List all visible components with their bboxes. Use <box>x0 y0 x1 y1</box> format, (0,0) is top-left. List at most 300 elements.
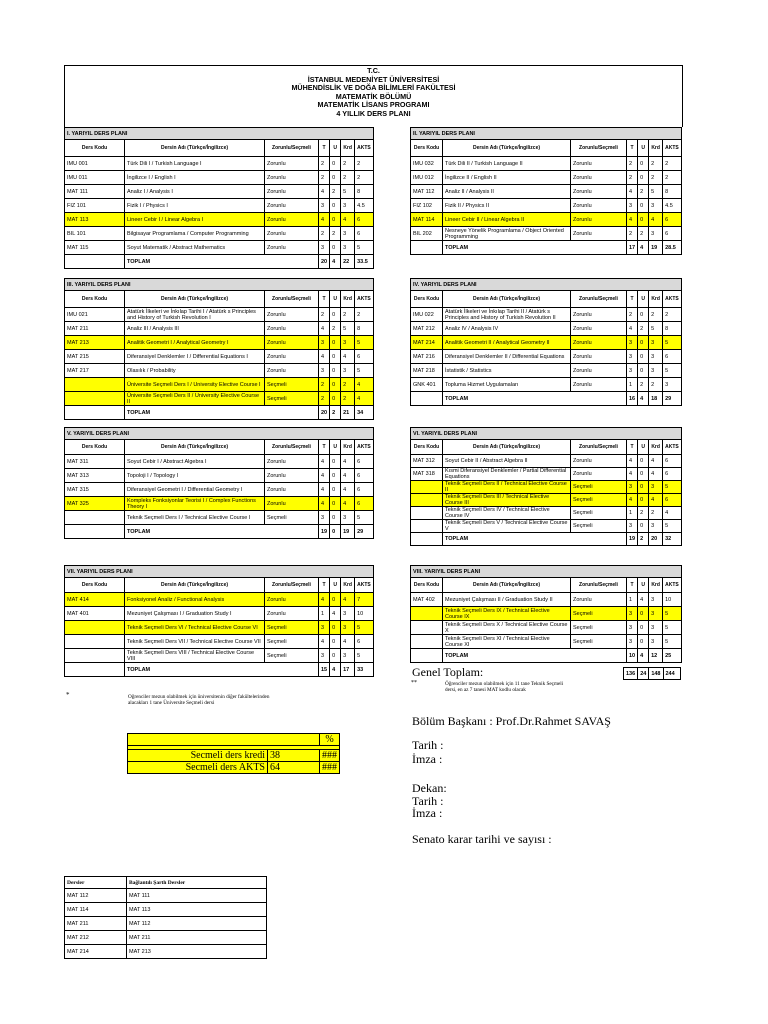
course-t: 3 <box>319 199 330 213</box>
total-t: 17 <box>627 241 638 255</box>
department-head: Bölüm Başkanı : Prof.Dr.Rahmet SAVAŞ <box>412 714 611 728</box>
course-akts: 6 <box>663 455 682 468</box>
course-t: 4 <box>627 494 638 507</box>
total-label: TOPLAM <box>125 255 319 269</box>
course-name: İngilizce II / English II <box>443 171 571 185</box>
col-header-type: Zorunlu/Seçmeli <box>571 291 627 308</box>
prereq-requirement: MAT 211 <box>127 931 267 945</box>
course-name: Teknik Seçmeli Ders IX / Technical Elective Course IX <box>443 607 571 621</box>
total-akts: 33 <box>355 663 374 677</box>
total-blank <box>65 255 125 269</box>
course-krd: 4 <box>649 494 663 507</box>
course-row <box>65 227 374 241</box>
total-row <box>65 663 374 677</box>
semester-title: VII. YARIYIL DERS PLANI <box>65 566 374 578</box>
course-row <box>411 171 682 185</box>
course-akts: 4.5 <box>355 199 374 213</box>
course-code: MAT 114 <box>411 213 443 227</box>
course-code <box>411 481 443 494</box>
course-row <box>65 649 374 663</box>
course-t: 4 <box>319 350 330 364</box>
course-name: Diferansiyel Geometri I / Differential Geometry I <box>125 483 265 497</box>
course-row <box>411 213 682 227</box>
course-row <box>411 322 682 336</box>
course-type: Zorunlu <box>265 199 319 213</box>
col-header-type: Zorunlu/Seçmeli <box>265 440 319 455</box>
course-t: 4 <box>627 185 638 199</box>
col-header-akts: AKTS <box>663 140 682 157</box>
course-type: Zorunlu <box>571 468 627 481</box>
course-t: 4 <box>319 213 330 227</box>
course-code: MAT 311 <box>65 455 125 469</box>
course-row <box>65 455 374 469</box>
total-row <box>65 406 374 420</box>
semester-table <box>64 427 374 539</box>
course-krd: 2 <box>341 171 355 185</box>
course-row <box>411 199 682 213</box>
course-name: Mezuniyet Çalışması I / Graduation Study I <box>125 607 265 621</box>
course-u: 0 <box>330 497 341 511</box>
course-akts: 10 <box>355 607 374 621</box>
total-row <box>411 241 682 255</box>
col-header-name: Dersin Adı (Türkçe/İngilizce) <box>443 140 571 157</box>
course-krd: 2 <box>649 378 663 392</box>
course-type: Zorunlu <box>265 455 319 469</box>
course-code: BIL 101 <box>65 227 125 241</box>
course-type: Seçmeli <box>265 649 319 663</box>
total-blank <box>65 406 125 420</box>
course-code: IMU 021 <box>65 308 125 322</box>
course-name: Nesneye Yönelik Programlama / Object Oriented Programming <box>443 227 571 241</box>
course-type: Zorunlu <box>571 199 627 213</box>
course-code: MAT 211 <box>65 322 125 336</box>
course-type: Seçmeli <box>571 494 627 507</box>
total-u: 2 <box>638 533 649 546</box>
course-code <box>65 378 125 392</box>
course-u: 0 <box>638 171 649 185</box>
course-u: 0 <box>638 468 649 481</box>
course-code <box>65 511 125 525</box>
col-header-t: T <box>319 291 330 308</box>
semester-table <box>64 565 374 677</box>
course-krd: 4 <box>341 350 355 364</box>
course-row <box>411 227 682 241</box>
course-akts: 5 <box>663 481 682 494</box>
col-header-krd: Krd <box>649 140 663 157</box>
total-row <box>411 649 682 663</box>
course-code <box>411 494 443 507</box>
course-type: Zorunlu <box>571 364 627 378</box>
course-akts: 5 <box>663 607 682 621</box>
course-akts: 6 <box>355 469 374 483</box>
col-header-akts: AKTS <box>663 440 682 455</box>
course-u: 0 <box>638 350 649 364</box>
course-u: 0 <box>330 511 341 525</box>
course-type: Zorunlu <box>571 593 627 607</box>
col-header-name: Dersin Adı (Türkçe/İngilizce) <box>125 291 265 308</box>
date-label: Tarih : <box>412 738 444 752</box>
course-krd: 4 <box>341 469 355 483</box>
course-code: FIZ 102 <box>411 199 443 213</box>
semester-table <box>410 127 682 255</box>
course-krd: 3 <box>649 336 663 350</box>
course-akts: 5 <box>355 336 374 350</box>
col-header-u: U <box>638 440 649 455</box>
prereq-requirement: MAT 111 <box>127 889 267 903</box>
course-code: MAT 402 <box>411 593 443 607</box>
course-type: Seçmeli <box>265 378 319 392</box>
col-header-u: U <box>330 440 341 455</box>
course-code: MAT 401 <box>65 607 125 621</box>
course-akts: 6 <box>663 227 682 241</box>
course-code: MAT 216 <box>411 350 443 364</box>
course-akts: 4 <box>355 378 374 392</box>
col-header-type: Zorunlu/Seçmeli <box>265 140 319 157</box>
course-t: 4 <box>627 468 638 481</box>
course-t: 3 <box>627 350 638 364</box>
course-akts: 2 <box>355 308 374 322</box>
course-type: Seçmeli <box>265 621 319 635</box>
course-type: Zorunlu <box>265 227 319 241</box>
course-row <box>411 336 682 350</box>
course-name: Teknik Seçmeli Ders III / Technical Elective Course III <box>443 494 571 507</box>
course-type: Zorunlu <box>265 157 319 171</box>
course-type: Seçmeli <box>571 507 627 520</box>
course-name: Teknik Seçmeli Ders V / Technical Elective Course V <box>443 520 571 533</box>
col-header-t: T <box>627 291 638 308</box>
course-akts: 6 <box>355 455 374 469</box>
course-row <box>65 593 374 607</box>
col-header-krd: Krd <box>649 291 663 308</box>
course-u: 0 <box>330 483 341 497</box>
course-code: MAT 218 <box>411 364 443 378</box>
course-code <box>411 520 443 533</box>
course-u: 0 <box>330 621 341 635</box>
total-blank <box>65 525 125 539</box>
semester-table <box>410 565 682 663</box>
course-akts: 5 <box>355 621 374 635</box>
semester-table <box>410 427 682 546</box>
course-t: 4 <box>319 185 330 199</box>
total-blank <box>411 533 443 546</box>
course-code: MAT 214 <box>411 336 443 350</box>
course-name: Topluma Hizmet Uygulamaları <box>443 378 571 392</box>
course-type: Zorunlu <box>571 350 627 364</box>
course-akts: 4 <box>355 392 374 406</box>
course-row <box>65 392 374 406</box>
course-name: İngilizce I / English I <box>125 171 265 185</box>
course-type: Zorunlu <box>265 497 319 511</box>
course-krd: 3 <box>649 199 663 213</box>
col-header-type: Zorunlu/Seçmeli <box>265 291 319 308</box>
course-name: Üniversite Seçmeli Ders II / University Elective Course II <box>125 392 265 406</box>
course-name: Teknik Seçmeli Ders VIII / Technical Elective Course VIII <box>125 649 265 663</box>
course-name: Teknik Seçmeli Ders XI / Technical Elective Course XI <box>443 635 571 649</box>
prereq-requirement: MAT 113 <box>127 903 267 917</box>
total-t: 16 <box>627 392 638 406</box>
course-code: MAT 113 <box>65 213 125 227</box>
course-t: 3 <box>319 621 330 635</box>
course-row <box>65 483 374 497</box>
course-row <box>65 241 374 255</box>
course-krd: 3 <box>649 593 663 607</box>
course-u: 0 <box>638 635 649 649</box>
course-t: 4 <box>627 455 638 468</box>
col-header-krd: Krd <box>341 140 355 157</box>
col-header-u: U <box>638 291 649 308</box>
prereq-requirement: MAT 213 <box>127 945 267 959</box>
course-type: Zorunlu <box>265 213 319 227</box>
course-row <box>411 455 682 468</box>
total-akts: 32 <box>663 533 682 546</box>
course-name: Fizik II / Physics II <box>443 199 571 213</box>
course-t: 2 <box>319 392 330 406</box>
course-row <box>411 378 682 392</box>
total-krd: 22 <box>341 255 355 269</box>
course-akts: 8 <box>355 322 374 336</box>
course-akts: 10 <box>663 593 682 607</box>
course-krd: 2 <box>341 392 355 406</box>
col-header-krd: Krd <box>649 440 663 455</box>
course-akts: 2 <box>355 171 374 185</box>
course-t: 1 <box>319 607 330 621</box>
col-header-akts: AKTS <box>355 140 374 157</box>
course-t: 2 <box>319 227 330 241</box>
course-name: Atatürk İlkeleri ve İnkılap Tarihi II / Atatürk s Principles and History of Turkish Revolution II <box>443 308 571 322</box>
total-blank <box>65 663 125 677</box>
course-krd: 3 <box>341 227 355 241</box>
course-krd: 3 <box>341 649 355 663</box>
course-t: 1 <box>627 507 638 520</box>
course-type: Zorunlu <box>571 455 627 468</box>
total-krd: 21 <box>341 406 355 420</box>
grand-total-akts: 244 <box>663 668 680 680</box>
course-akts: 5 <box>355 364 374 378</box>
course-krd: 3 <box>341 511 355 525</box>
course-name: Soyut Matematik / Abstract Mathematics <box>125 241 265 255</box>
course-name: İstatistik / Statistics <box>443 364 571 378</box>
course-krd: 3 <box>649 621 663 635</box>
course-u: 0 <box>638 308 649 322</box>
course-name: Analiz II / Analysis II <box>443 185 571 199</box>
total-u: 4 <box>638 649 649 663</box>
col-header-akts: AKTS <box>663 578 682 593</box>
course-krd: 5 <box>649 185 663 199</box>
col-header-name: Dersin Adı (Türkçe/İngilizce) <box>125 578 265 593</box>
dean-label: Dekan: <box>412 781 447 795</box>
col-header-type: Zorunlu/Seçmeli <box>265 578 319 593</box>
course-krd: 4 <box>649 468 663 481</box>
course-row <box>411 607 682 621</box>
col-header-u: U <box>330 578 341 593</box>
course-akts: 5 <box>663 520 682 533</box>
col-header-akts: AKTS <box>663 291 682 308</box>
course-code: GNK 401 <box>411 378 443 392</box>
course-t: 4 <box>319 455 330 469</box>
course-krd: 2 <box>649 507 663 520</box>
course-row <box>65 378 374 392</box>
course-type: Zorunlu <box>571 227 627 241</box>
course-krd: 3 <box>649 607 663 621</box>
course-t: 4 <box>627 213 638 227</box>
course-code: MAT 212 <box>411 322 443 336</box>
course-krd: 4 <box>649 455 663 468</box>
course-code: IMU 011 <box>65 171 125 185</box>
course-code: MAT 318 <box>411 468 443 481</box>
col-header-name: Dersin Adı (Türkçe/İngilizce) <box>443 291 571 308</box>
grand-total-label: Genel Toplam: <box>412 665 484 679</box>
course-name: Bilgisayar Programlama / Computer Programming <box>125 227 265 241</box>
course-krd: 2 <box>341 308 355 322</box>
course-t: 2 <box>319 308 330 322</box>
course-type: Zorunlu <box>571 336 627 350</box>
course-row <box>411 507 682 520</box>
course-krd: 3 <box>341 621 355 635</box>
course-name: Lineer Cebir I / Linear Algebra I <box>125 213 265 227</box>
course-code: FIZ 101 <box>65 199 125 213</box>
course-t: 3 <box>627 336 638 350</box>
course-akts: 6 <box>663 213 682 227</box>
semester-table <box>64 127 374 269</box>
col-header-code: Ders Kodu <box>411 140 443 157</box>
course-name: Analiz I / Analysis I <box>125 185 265 199</box>
course-akts: 5 <box>663 635 682 649</box>
total-label: TOPLAM <box>443 533 627 546</box>
total-label: TOPLAM <box>125 406 319 420</box>
course-krd: 5 <box>649 322 663 336</box>
course-t: 1 <box>627 593 638 607</box>
course-name: Analitik Geometri II / Analytical Geometry II <box>443 336 571 350</box>
course-akts: 8 <box>663 322 682 336</box>
course-row <box>411 308 682 322</box>
col-header-krd: Krd <box>341 440 355 455</box>
course-krd: 4 <box>341 213 355 227</box>
course-u: 0 <box>330 336 341 350</box>
course-akts: 6 <box>663 350 682 364</box>
course-t: 2 <box>319 171 330 185</box>
course-code <box>65 392 125 406</box>
course-akts: 6 <box>355 350 374 364</box>
col-header-code: Ders Kodu <box>65 140 125 157</box>
senate-decision-label: Senato karar tarihi ve sayısı : <box>412 832 552 846</box>
elective-akts-value: 64 <box>268 762 320 774</box>
course-type: Seçmeli <box>571 481 627 494</box>
course-type: Zorunlu <box>571 185 627 199</box>
total-krd: 18 <box>649 392 663 406</box>
course-akts: 3 <box>663 378 682 392</box>
course-code: IMU 032 <box>411 157 443 171</box>
elective-credit-label: Secmeli ders kredi <box>128 750 268 762</box>
total-akts: 29 <box>663 392 682 406</box>
course-row <box>65 308 374 322</box>
total-t: 20 <box>319 406 330 420</box>
course-krd: 3 <box>649 227 663 241</box>
course-t: 3 <box>319 511 330 525</box>
course-type: Zorunlu <box>571 308 627 322</box>
course-code <box>65 649 125 663</box>
total-blank <box>411 241 443 255</box>
course-u: 4 <box>330 607 341 621</box>
course-u: 0 <box>638 199 649 213</box>
course-row <box>411 350 682 364</box>
prereq-header-course: Dersler <box>65 877 127 889</box>
total-blank <box>411 392 443 406</box>
prereq-course: MAT 114 <box>65 903 127 917</box>
col-header-t: T <box>627 140 638 157</box>
course-name: Teknik Seçmeli Ders II / Technical Elective Course II <box>443 481 571 494</box>
course-akts: 6 <box>355 635 374 649</box>
course-u: 2 <box>638 378 649 392</box>
course-code: IMU 001 <box>65 157 125 171</box>
course-u: 0 <box>638 336 649 350</box>
course-name: Teknik Seçmeli Ders I / Technical Elective Course I <box>125 511 265 525</box>
col-header-u: U <box>638 140 649 157</box>
col-header-code: Ders Kodu <box>65 578 125 593</box>
course-name: Lineer Cebir II / Linear Algebra II <box>443 213 571 227</box>
course-akts: 8 <box>355 185 374 199</box>
course-u: 0 <box>330 392 341 406</box>
footnote-university-elective: Öğrenciler mezun olabilmek için üniversitenin diğer fakültelerinden alacakları 1 tane Üniversite Seçmeli dersi <box>128 694 270 706</box>
course-t: 4 <box>319 469 330 483</box>
course-u: 0 <box>330 171 341 185</box>
course-t: 3 <box>627 607 638 621</box>
prereq-requirement: MAT 112 <box>127 917 267 931</box>
total-u: 4 <box>638 241 649 255</box>
course-code <box>65 635 125 649</box>
course-u: 0 <box>330 635 341 649</box>
course-type: Zorunlu <box>265 350 319 364</box>
course-code: MAT 213 <box>65 336 125 350</box>
document-header <box>64 65 683 127</box>
course-name: Teknik Seçmeli Ders X / Technical Elective Course X <box>443 621 571 635</box>
semester-title: IV. YARIYIL DERS PLANI <box>411 279 682 291</box>
course-name: Diferansiyel Denklemler I / Differential Equations I <box>125 350 265 364</box>
total-row <box>411 392 682 406</box>
course-krd: 4 <box>341 455 355 469</box>
course-krd: 2 <box>341 378 355 392</box>
course-name: Atatürk İlkeleri ve İnkılap Tarihi I / Atatürk s Principles and History of Turkish Revolution I <box>125 308 265 322</box>
course-type: Zorunlu <box>265 171 319 185</box>
prereq-course: MAT 214 <box>65 945 127 959</box>
course-code: BIL 202 <box>411 227 443 241</box>
course-t: 4 <box>319 497 330 511</box>
total-akts: 25 <box>663 649 682 663</box>
col-header-t: T <box>627 440 638 455</box>
course-t: 3 <box>627 520 638 533</box>
col-header-code: Ders Kodu <box>65 440 125 455</box>
course-row <box>411 621 682 635</box>
col-header-name: Dersin Adı (Türkçe/İngilizce) <box>443 440 571 455</box>
col-header-akts: AKTS <box>355 440 374 455</box>
elective-akts-label: Secmeli ders AKTS <box>128 762 268 774</box>
course-t: 2 <box>627 157 638 171</box>
course-type: Seçmeli <box>265 635 319 649</box>
course-name: Olasılık / Probability <box>125 364 265 378</box>
col-header-krd: Krd <box>341 291 355 308</box>
course-row <box>65 621 374 635</box>
course-type: Seçmeli <box>571 520 627 533</box>
total-label: TOPLAM <box>443 649 627 663</box>
course-code: MAT 313 <box>65 469 125 483</box>
semester-table <box>64 278 374 420</box>
course-krd: 2 <box>649 308 663 322</box>
course-row <box>411 364 682 378</box>
course-krd: 4 <box>341 635 355 649</box>
col-header-u: U <box>330 140 341 157</box>
course-akts: 2 <box>663 157 682 171</box>
course-type: Zorunlu <box>265 336 319 350</box>
total-krd: 20 <box>649 533 663 546</box>
